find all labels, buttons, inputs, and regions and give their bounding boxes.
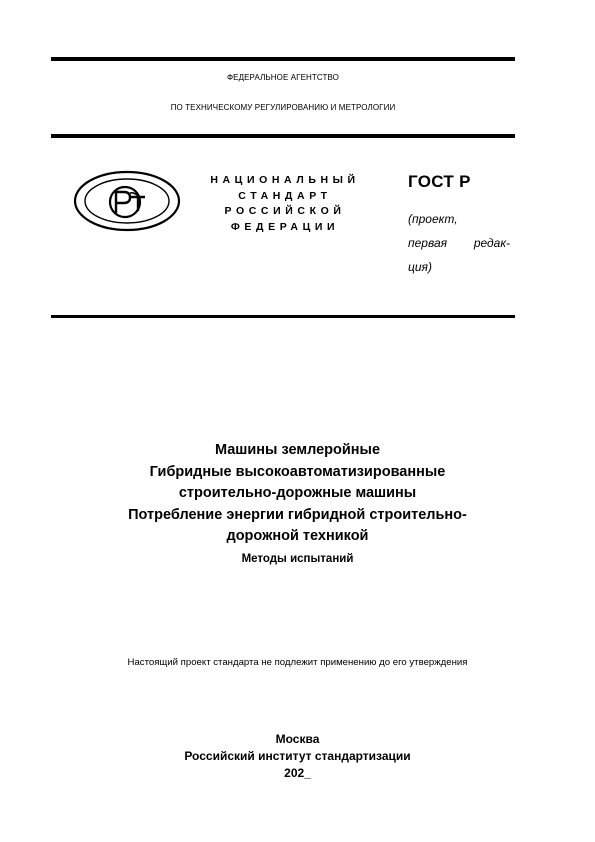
agency-line-1: ФЕДЕРАЛЬНОЕ АГЕНТСТВО xyxy=(226,73,339,82)
national-line: СТАНДАРТ xyxy=(238,189,332,202)
agency-line-2: ПО ТЕХНИЧЕСКОМУ РЕГУЛИРОВАНИЮ И МЕТРОЛОГИИ xyxy=(170,103,396,112)
title-line: Машины землеройные xyxy=(214,442,381,458)
national-standard-label xyxy=(190,173,380,235)
draft-line: (проект, xyxy=(408,212,458,226)
title-line: Гибридные высокоавтоматизированные xyxy=(149,463,446,480)
title-line: строительно-дорожные машины xyxy=(178,485,417,501)
national-line: РОССИЙСКОЙ xyxy=(224,205,346,217)
draft-line: ция) xyxy=(408,260,432,274)
imprint xyxy=(60,731,535,782)
national-line: НАЦИОНАЛЬНЫЙ xyxy=(210,174,360,186)
imprint-year: 202_ xyxy=(284,766,311,780)
standard-code: ГОСТ Р xyxy=(408,172,471,191)
header-rule xyxy=(51,134,515,138)
section-rule xyxy=(51,315,515,318)
top-rule xyxy=(51,57,515,61)
title-line: дорожной техникой xyxy=(226,528,369,544)
national-line: ФЕДЕРАЦИИ xyxy=(230,220,340,233)
draft-word: первая xyxy=(408,236,448,250)
document-subtitle: Методы испытаний xyxy=(241,553,354,565)
rst-logo-icon xyxy=(73,170,181,232)
document-title xyxy=(60,440,535,548)
imprint-publisher: Российский институт стандартизации xyxy=(184,749,411,763)
imprint-city: Москва xyxy=(275,732,320,746)
title-line: Потребление энергии гибридной строительно- xyxy=(128,506,467,523)
draft-line xyxy=(408,231,510,255)
draft-notice: Настоящий проект стандарта не подлежит применению до его утверждения xyxy=(127,657,468,668)
draft-word: редак- xyxy=(473,236,510,250)
draft-note xyxy=(408,207,510,279)
